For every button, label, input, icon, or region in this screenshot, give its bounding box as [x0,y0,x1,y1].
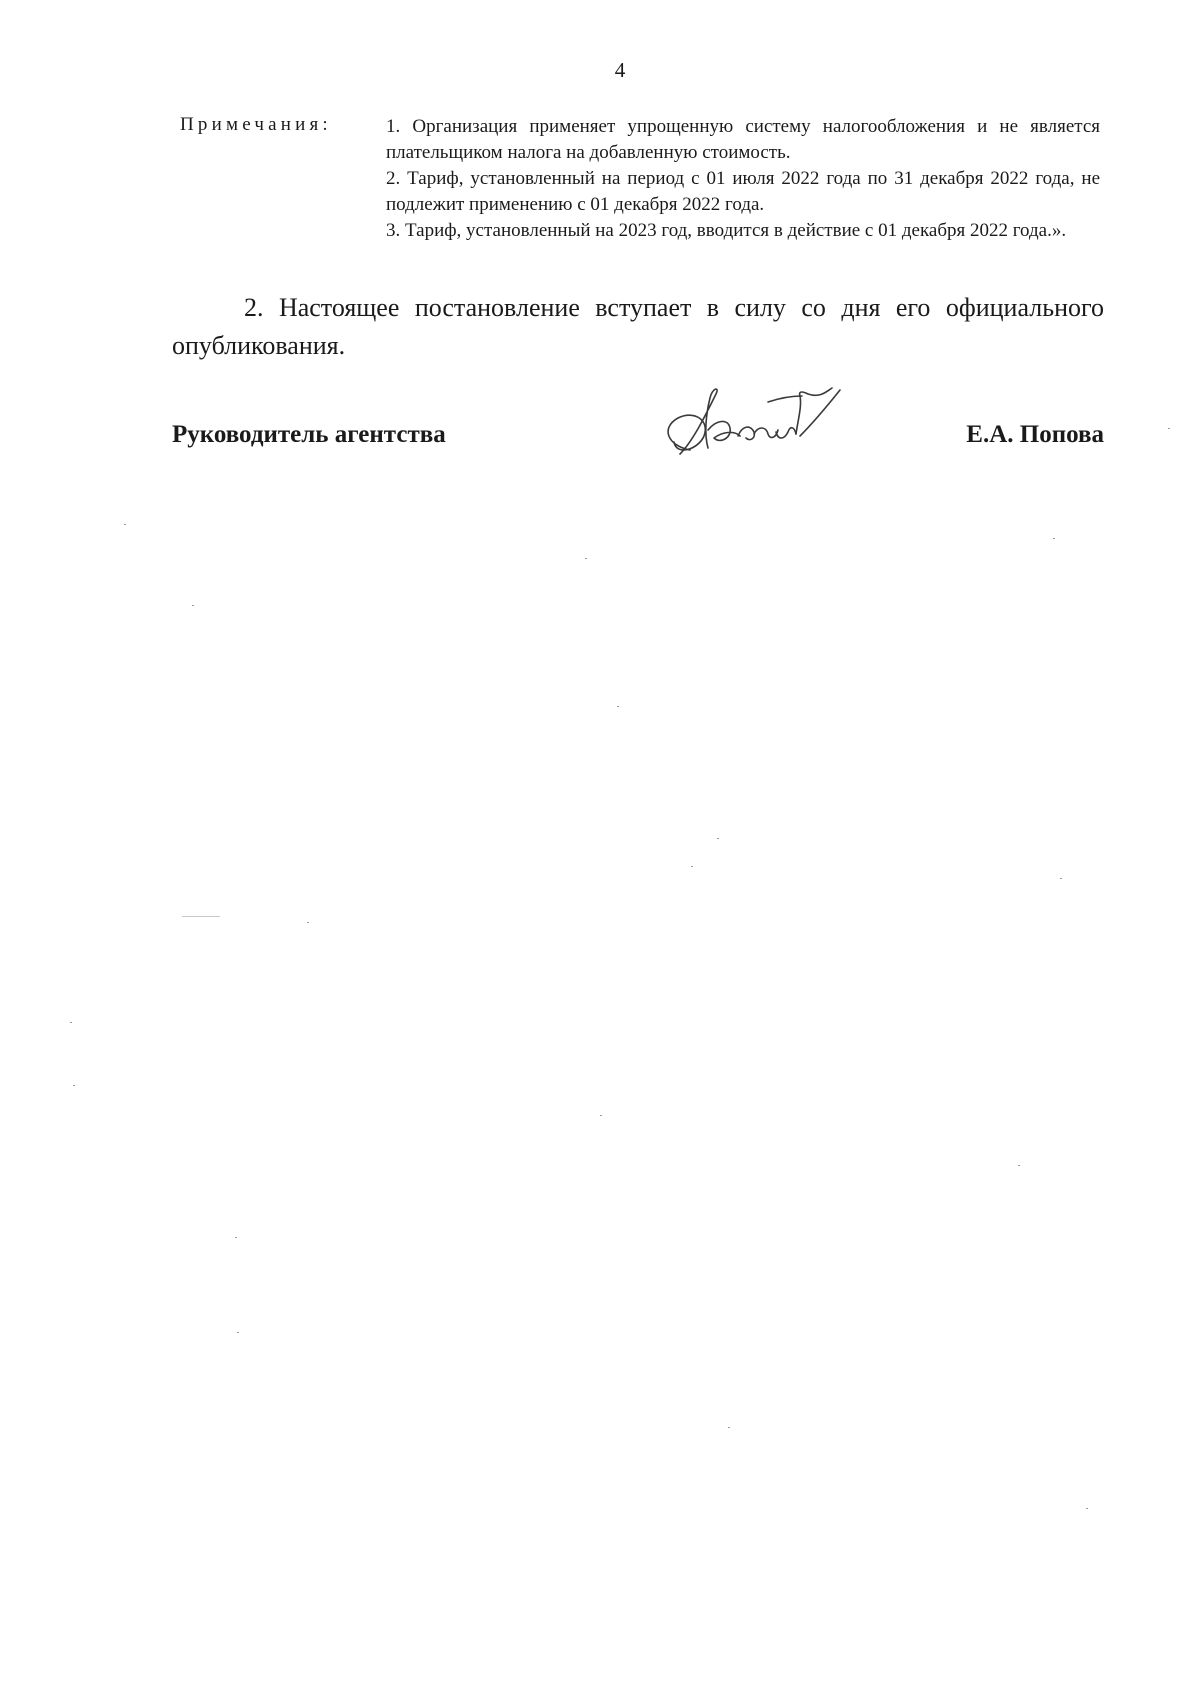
scan-speck [192,605,194,606]
scan-speck [691,866,693,867]
scan-speck [124,524,126,525]
scan-speck [73,1085,75,1086]
scan-speck [1060,878,1062,879]
scan-speck [617,706,619,707]
scan-speck [1018,1165,1020,1166]
scan-speck [307,922,309,923]
notes-list [386,114,1100,244]
note-item-3: 3. Тариф, установленный на 2023 год, вводится в действие с 01 декабря 2022 года.». [386,220,1067,241]
handwritten-signature-icon [650,380,850,470]
signatory-title: Руководитель агентства [172,421,446,448]
signatory-name: Е.А. Попова [966,421,1104,448]
scan-speck [600,1115,602,1116]
scan-speck [1053,538,1055,539]
notes-label: Примечания: [180,114,332,135]
note-item-2: 2. Тариф, установленный на период с 01 июля 2022 года по 31 декабря 2022 года, не подлежит применению с 01 декабря 2022 года. [386,168,1100,215]
scan-speck [237,1332,239,1333]
main-paragraph: 2. Настоящее постановление вступает в силу со дня его официального опубликования. [172,293,1104,360]
scan-speck [182,916,220,917]
scan-speck [585,558,587,559]
scan-speck [235,1237,237,1238]
scan-speck [1086,1508,1088,1509]
scan-speck [70,1022,72,1023]
note-item-1: 1. Организация применяет упрощенную систему налогообложения и не является плательщиком налога на добавленную стоимость. [386,116,1100,163]
page-number: 4 [614,58,626,82]
scan-speck [1168,428,1170,429]
scan-speck [728,1427,730,1428]
scan-speck [717,838,719,839]
